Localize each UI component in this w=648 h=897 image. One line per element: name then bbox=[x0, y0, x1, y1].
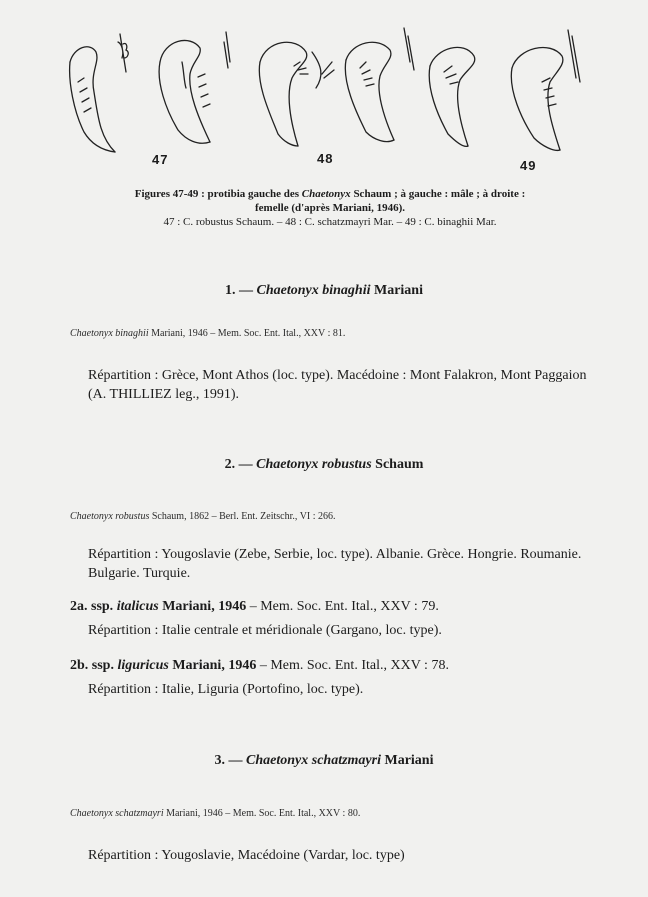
figure-label-49: 49 bbox=[520, 158, 537, 173]
tibia-47-female bbox=[159, 32, 230, 143]
tibia-48-female bbox=[345, 28, 414, 142]
figure-caption bbox=[60, 187, 600, 229]
repartition-3: Répartition : Yougoslavie, Macédoine (Vardar, loc. type) bbox=[88, 848, 405, 863]
repartition-2a: Répartition : Italie centrale et méridionale (Gargano, loc. type). bbox=[88, 623, 442, 638]
tibia-48-male bbox=[259, 42, 334, 146]
repartition-2: Répartition : Yougoslavie (Zebe, Serbie, loc. type). Albanie. Grèce. Hongrie. Roumanie. Bulgarie. Turquie. bbox=[88, 547, 582, 581]
figure-label-48: 48 bbox=[317, 151, 334, 166]
tibia-47-male bbox=[70, 34, 129, 152]
section-heading-3: 3. — Chaetonyx schatzmayri Mariani bbox=[214, 753, 434, 768]
reference-2: Chaetonyx robustus Schaum, 1862 – Berl. Ent. Zeitschr., VI : 266. bbox=[70, 511, 336, 522]
caption-line-1: Figures 47-49 : protibia gauche des Chaetonyx Schaum ; à gauche : mâle ; à droite : bbox=[134, 188, 526, 200]
reference-1: Chaetonyx binaghii Mariani, 1946 – Mem. Soc. Ent. Ital., XXV : 81. bbox=[70, 328, 346, 339]
section-heading-2: 2. — Chaetonyx robustus Schaum bbox=[224, 457, 424, 472]
subspecies-2a: 2a. ssp. italicus Mariani, 1946 – Mem. Soc. Ent. Ital., XXV : 79. bbox=[70, 599, 439, 614]
caption-line-2: femelle (d'après Mariani, 1946). bbox=[255, 202, 405, 214]
subspecies-2b: 2b. ssp. liguricus Mariani, 1946 – Mem. Soc. Ent. Ital., XXV : 78. bbox=[70, 658, 449, 673]
tibia-49-female bbox=[511, 30, 580, 150]
reference-3: Chaetonyx schatzmayri Mariani, 1946 – Mem. Soc. Ent. Ital., XXV : 80. bbox=[70, 808, 361, 819]
repartition-2b: Répartition : Italie, Liguria (Portofino, loc. type). bbox=[88, 682, 364, 697]
caption-line-3: 47 : C. robustus Schaum. – 48 : C. schatzmayri Mar. – 49 : C. binaghii Mar. bbox=[163, 216, 497, 228]
repartition-1: Répartition : Grèce, Mont Athos (loc. type). Macédoine : Mont Falakron, Mont Paggaion (A. THILLIEZ leg., 1991). bbox=[88, 368, 587, 402]
tibia-49-male bbox=[429, 47, 475, 146]
section-heading-1: 1. — Chaetonyx binaghii Mariani bbox=[225, 283, 423, 298]
figure-label-47: 47 bbox=[152, 152, 169, 167]
